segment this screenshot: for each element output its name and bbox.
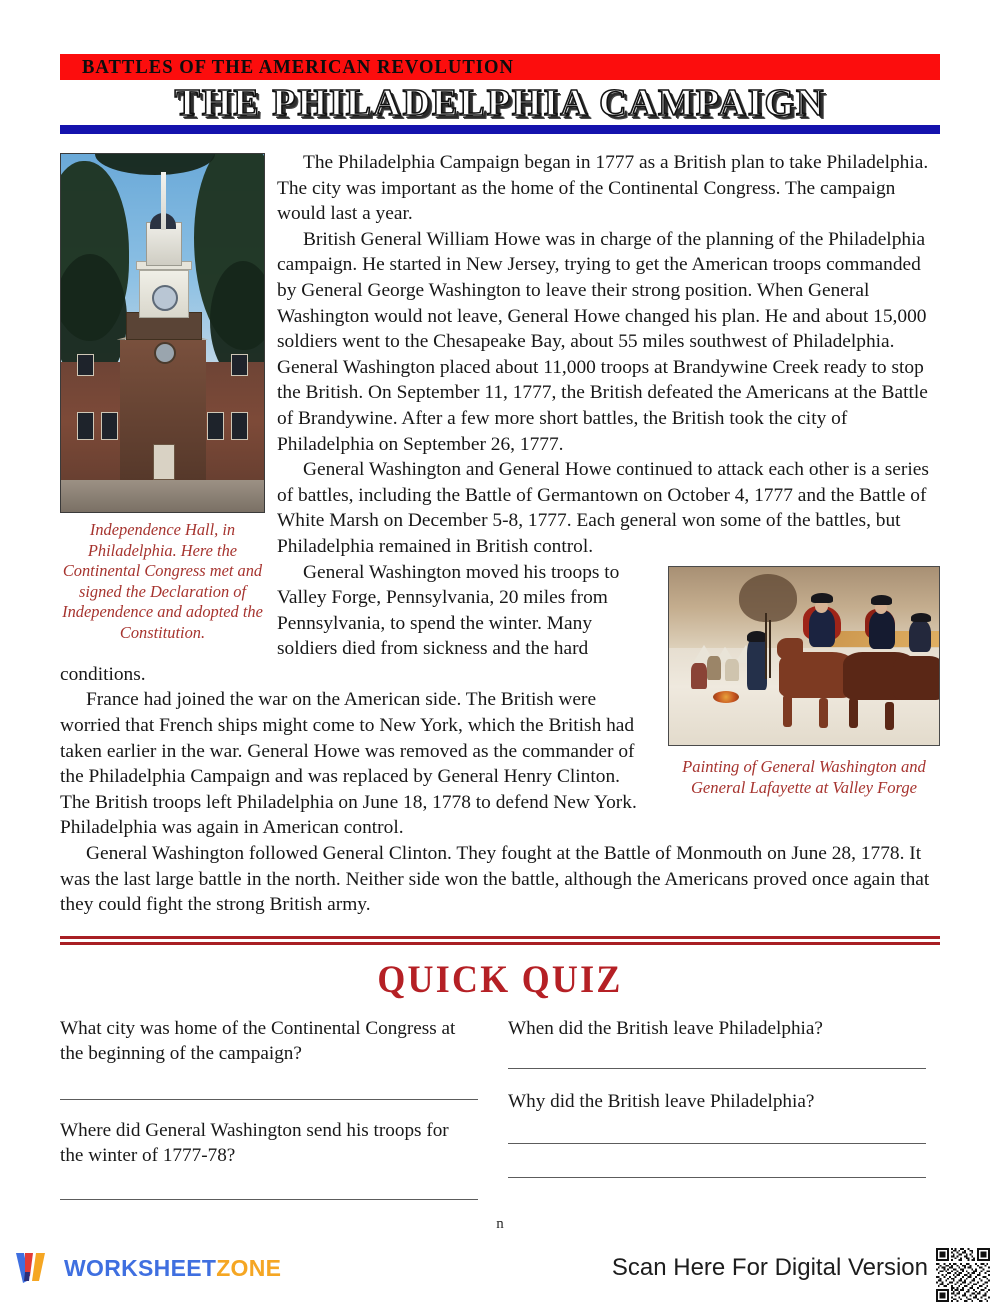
quiz-answer-line-1[interactable]: [60, 1098, 478, 1100]
scan-prompt-text: Scan Here For Digital Version: [611, 1254, 928, 1281]
painting-horse-leg: [849, 698, 858, 728]
quiz-column-right: [500, 1016, 940, 1200]
logo-text-secondary: ZONE: [216, 1254, 282, 1281]
photo-ground: [61, 480, 264, 512]
qr-code[interactable]: [934, 1246, 992, 1304]
figure-caption-left: Independence Hall, in Philadelphia. Here the Continental Congress met and signed the Declaration of Independence and adopted the Constitution.: [62, 520, 263, 642]
painting-rider-hat: [811, 593, 833, 603]
series-banner: [60, 54, 940, 80]
painting-horse-leg: [885, 702, 894, 730]
painting-rider-hat: [911, 613, 931, 622]
painting-seated-soldier: [691, 663, 707, 689]
quiz-answer-line-3[interactable]: [508, 1067, 926, 1069]
photo-window: [101, 412, 118, 440]
painting-rider-coat: [809, 609, 835, 647]
photo-spire: [161, 172, 166, 230]
article-body: [60, 150, 940, 918]
article-paragraph-5: France had joined the war on the American side. The British were worried that French ships might come to New York, which the British had taken earlier in the war. General Howe was removed as the commander of the Philadelphia Campaign and was replaced by General Henry Clinton. The British troops left Philadelphia on June 18, 1778 to defend New York. Philadelphia was again in American control.: [60, 689, 637, 839]
painting-standing-soldier: [747, 638, 767, 690]
photo-oculus: [154, 342, 176, 364]
painting-seated-soldier: [707, 656, 721, 680]
quiz-answer-line-5[interactable]: [508, 1176, 926, 1178]
worksheet-header: [60, 54, 940, 134]
painting-soldier-hat: [747, 631, 767, 642]
logo-w-icon: [12, 1250, 54, 1286]
painting-campfire: [713, 691, 739, 703]
article-paragraph-3: General Washington and General Howe continued to attack each other is a series of battles, including the Battle of Germantown on October 4, 1777 and the Battle of White Marsh on December 5-8, 1777. Each general won some of the battles, but Philadelphia remained in British control.: [277, 459, 929, 557]
painting-musket: [769, 620, 771, 678]
quiz-column-left: [60, 1016, 500, 1200]
series-banner-label: BATTLES OF THE AMERICAN REVOLUTION: [82, 55, 514, 78]
painting-rider-hat: [871, 595, 892, 605]
article-paragraph-4: General Washington moved his troops to Valley Forge, Pennsylvania, 20 miles from Pennsylvania, to spend the winter. Many soldiers died from sickness and the hard conditions.: [60, 561, 620, 685]
quiz-columns: [60, 1016, 940, 1200]
independence-hall-photo: [60, 153, 265, 513]
worksheet-zone-logo[interactable]: [12, 1250, 281, 1286]
photo-window: [231, 354, 248, 376]
quiz-question-2: Where did General Washington send his troops for the winter of 1777-78?: [60, 1120, 449, 1166]
painting-horse-head: [777, 638, 803, 660]
quiz-divider-top: [60, 936, 940, 939]
figure-valley-forge: [668, 566, 940, 799]
article-paragraph-1: The Philadelphia Campaign began in 1777 as a British plan to take Philadelphia. The city was important as the home of the Continental Congress. The campaign would last a year.: [277, 152, 929, 225]
photo-window: [77, 354, 94, 376]
article-paragraph-6: General Washington followed General Clinton. They fought at the Battle of Monmouth on June 28, 1778. It was the last large battle in the north. Neither side won the battle, although the Americans proved once again that they could fight the strong British army.: [60, 843, 930, 916]
painting-bare-tree: [739, 574, 797, 622]
quick-quiz-section: [60, 936, 940, 1200]
photo-window: [231, 412, 248, 440]
figure-independence-hall: [60, 153, 265, 644]
figure-caption-right: Painting of General Washington and General Lafayette at Valley Forge: [682, 756, 926, 797]
quiz-title: QUICK QUIZ: [377, 958, 623, 1001]
page-number: n: [496, 1216, 504, 1232]
painting-rider-coat: [869, 611, 895, 649]
photo-doorway: [153, 444, 175, 480]
page-footer: [0, 1246, 1000, 1294]
quiz-question-4: Why did the British leave Philadelphia?: [508, 1091, 815, 1112]
painting-musket: [765, 613, 767, 679]
painting-rider-coat: [909, 620, 931, 652]
page-title-text: THE PHILADELPHIA CAMPAIGN: [174, 82, 826, 124]
logo-text-primary: WORKSHEET: [64, 1254, 217, 1281]
quiz-answer-line-4[interactable]: [508, 1142, 926, 1144]
page-title: [60, 82, 940, 124]
painting-horse-leg: [819, 698, 828, 728]
quiz-question-3: When did the British leave Philadelphia?: [508, 1018, 823, 1039]
quiz-question-1: What city was home of the Continental Congress at the beginning of the campaign?: [60, 1018, 456, 1064]
painting-horse: [893, 656, 940, 700]
article-paragraph-2: British General William Howe was in charge of the planning of the Philadelphia campaign. He started in New Jersey, trying to get the American troops commanded by General George Washington to leave their strong position. When General Washington would not leave, General Howe changed his plan. He and about 15,000 soldiers went to the Chesapeake Bay, about 55 miles southwest of Philadelphia. General Washington placed about 11,000 troops at Brandywine Creek ready to stop the British. On September 11, 1777, the British defeated the Americans at the Battle of Brandywine. After a few more short battles, the British took the city of Philadelphia on September 26, 1777.: [277, 228, 928, 455]
logo-text: [64, 1255, 281, 1282]
photo-window: [77, 412, 94, 440]
quiz-divider-bottom: [60, 942, 940, 945]
photo-clock: [152, 285, 178, 311]
painting-seated-soldier: [725, 659, 739, 681]
painting-horse-leg: [783, 695, 792, 727]
valley-forge-painting: [668, 566, 940, 746]
photo-window: [207, 412, 224, 440]
quiz-answer-line-2[interactable]: [60, 1198, 478, 1200]
title-divider: [60, 125, 940, 134]
